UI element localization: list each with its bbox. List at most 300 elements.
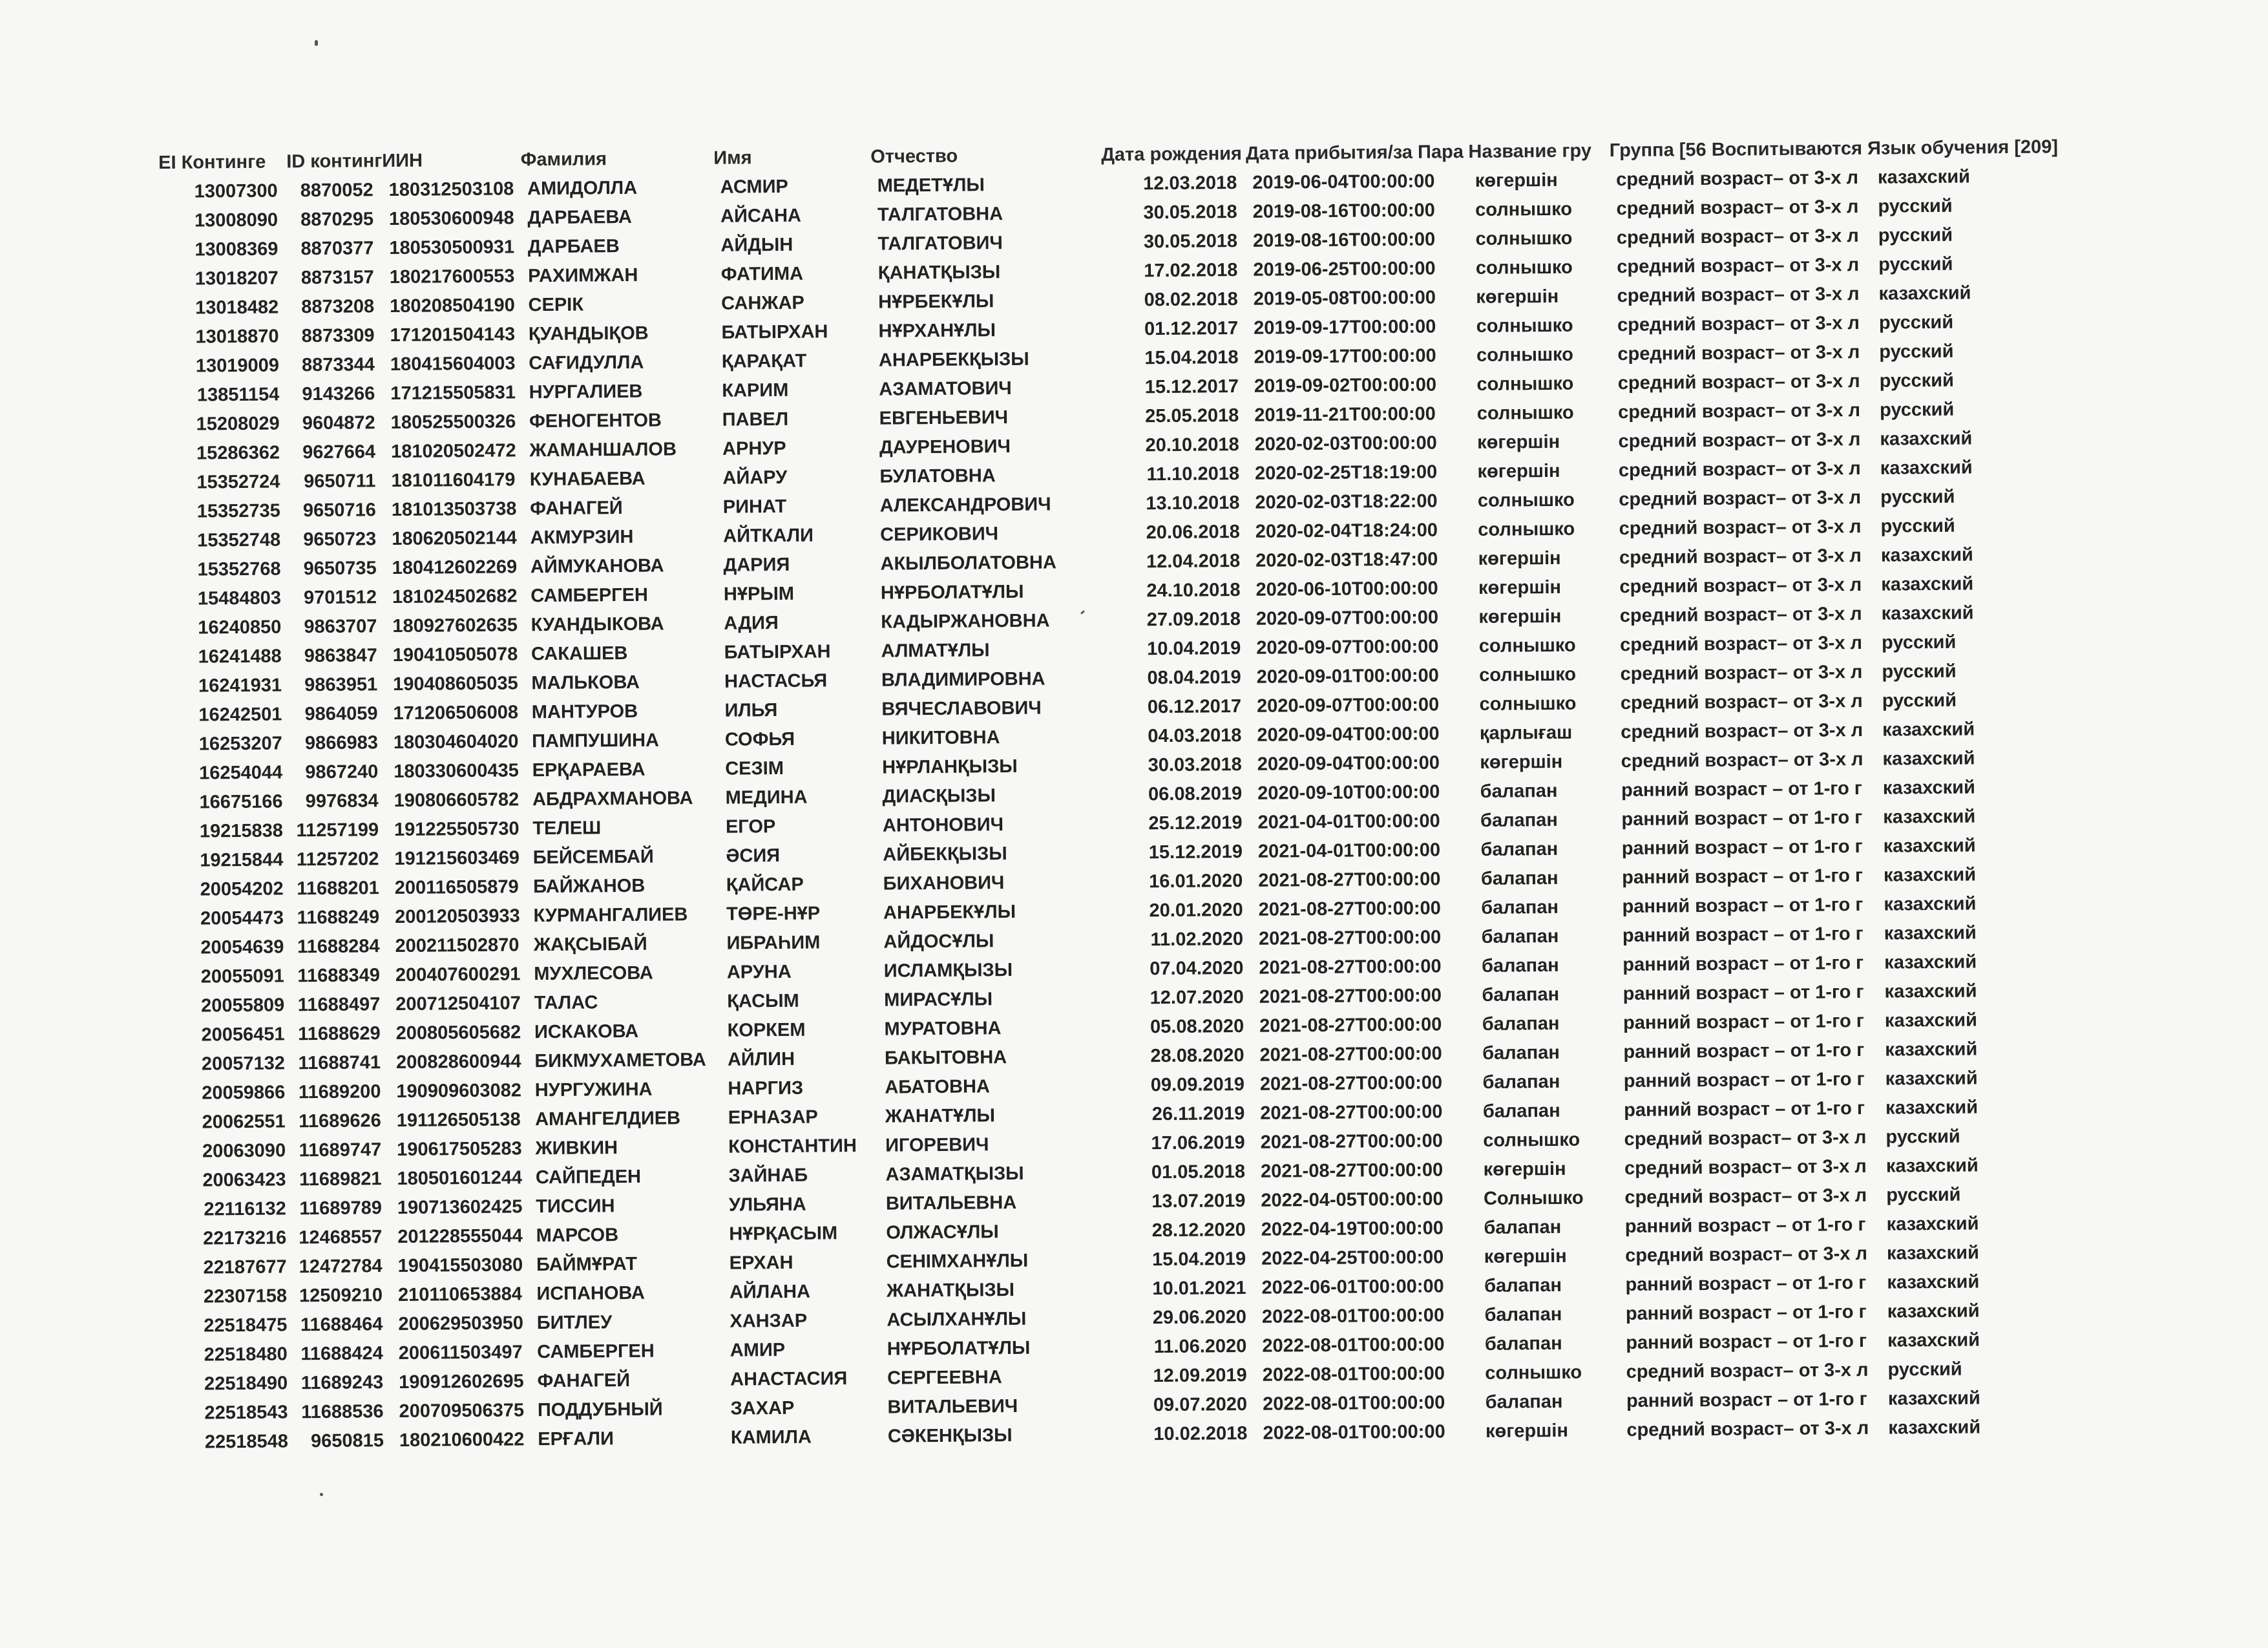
cell-iin: 191215603469 — [394, 847, 520, 869]
cell-surname: ФЕНОГЕНТОВ — [529, 410, 662, 432]
cell-contingent-id: 11689200 — [298, 1081, 381, 1103]
cell-iin: 171206506008 — [393, 702, 519, 724]
cell-iin: 180525500326 — [390, 411, 516, 434]
header-group — [1610, 132, 2059, 165]
header-contingent-ei: EI Континге — [158, 151, 266, 173]
cell-birth-date: 11.10.2018 — [1146, 463, 1240, 485]
cell-group: средний возраст– от 3-х л — [1619, 574, 1862, 598]
cell-surname: АЙМУКАНОВА — [530, 555, 664, 578]
cell-contingent-ei: 13007300 — [194, 180, 278, 202]
cell-arrival-date: 2019-09-17T00:00:00 — [1254, 316, 1436, 339]
cell-arrival-date: 2021-04-01T00:00:00 — [1257, 840, 1441, 862]
cell-name: ЕРНАЗАР — [728, 1106, 818, 1128]
cell-patronymic: АЛЕКСАНДРОВИЧ — [879, 494, 1051, 516]
cell-contingent-ei: 13008090 — [194, 209, 278, 231]
cell-language: казахский — [1882, 777, 1975, 799]
cell-birth-date: 09.09.2019 — [1150, 1073, 1245, 1096]
cell-contingent-id: 11688497 — [297, 994, 381, 1016]
cell-group: ранний возраст – от 1-го г — [1621, 807, 1863, 830]
cell-surname: ПАМПУШИНА — [532, 730, 660, 752]
cell-group-name: Солнышко — [1483, 1187, 1584, 1209]
cell-iin: 200116505879 — [394, 876, 519, 898]
cell-group-name: қарлығаш — [1479, 722, 1573, 744]
cell-patronymic: ВИТАЛЬЕВНА — [885, 1192, 1017, 1214]
cell-name: СЕЗІМ — [725, 757, 784, 779]
cell-arrival-date: 2022-06-01T00:00:00 — [1261, 1276, 1444, 1298]
cell-language: русский — [1878, 312, 1954, 333]
cell-contingent-id: 12472784 — [299, 1256, 383, 1278]
cell-contingent-id: 11689821 — [299, 1168, 382, 1190]
cell-contingent-ei: 20063090 — [202, 1140, 286, 1162]
cell-arrival-date: 2021-08-27T00:00:00 — [1258, 869, 1441, 891]
cell-arrival-date: 2021-08-27T00:00:00 — [1259, 985, 1442, 1008]
cell-name: АЙТКАЛИ — [723, 525, 814, 547]
cell-surname: САМБЕРГЕН — [530, 584, 649, 607]
cell-surname: КУАНДЫКОВА — [530, 613, 664, 636]
cell-language: казахский — [1884, 1009, 1977, 1031]
cell-iin: 180412602269 — [392, 556, 518, 578]
cell-contingent-id: 11689243 — [300, 1372, 384, 1394]
cell-name: АЙЛИН — [727, 1048, 795, 1070]
cell-iin: 200805605682 — [395, 1022, 521, 1044]
cell-contingent-id: 11688284 — [297, 936, 380, 958]
cell-group: средний возраст– от 3-х л — [1616, 167, 1859, 191]
cell-birth-date: 11.06.2020 — [1153, 1335, 1247, 1358]
cell-language: казахский — [1885, 1155, 1979, 1177]
cell-name: НҰРҚАСЫМ — [729, 1223, 838, 1245]
cell-name: ДАРИЯ — [723, 554, 790, 576]
cell-group: средний возраст– от 3-х л — [1616, 225, 1859, 249]
cell-arrival-date: 2022-08-01T00:00:00 — [1262, 1334, 1445, 1357]
cell-contingent-id: 9650716 — [302, 500, 377, 522]
cell-birth-date: 20.10.2018 — [1145, 434, 1239, 456]
cell-birth-date: 12.09.2019 — [1153, 1364, 1247, 1387]
cell-iin: 200120503933 — [395, 905, 520, 927]
cell-contingent-ei: 13019009 — [195, 355, 280, 377]
cell-patronymic: НҰРБЕКҰЛЫ — [878, 291, 994, 313]
cell-name: КОРКЕМ — [727, 1019, 806, 1041]
cell-arrival-date: 2020-09-07T00:00:00 — [1256, 636, 1439, 659]
cell-patronymic: ИСЛАМҚЫЗЫ — [883, 959, 1013, 982]
cell-patronymic: НҰРБОЛАТҰЛЫ — [880, 581, 1024, 604]
cell-contingent-id: 9863847 — [304, 645, 377, 667]
cell-arrival-date: 2020-09-04T00:00:00 — [1257, 752, 1440, 775]
cell-group-name: солнышко — [1475, 198, 1573, 220]
cell-birth-date: 01.12.2017 — [1144, 318, 1239, 340]
cell-group-name: балапан — [1482, 1013, 1560, 1035]
cell-iin: 180217600553 — [389, 266, 515, 288]
cell-group-name: көгершін — [1476, 286, 1559, 308]
cell-iin: 210110653884 — [397, 1284, 523, 1305]
cell-name: ЕРХАН — [729, 1252, 793, 1274]
cell-language: казахский — [1880, 544, 1973, 566]
cell-group-name: балапан — [1484, 1274, 1562, 1296]
cell-contingent-id: 11688536 — [300, 1401, 384, 1423]
cell-group-name: көгершін — [1478, 606, 1562, 628]
cell-patronymic: СЕРГЕЕВНА — [887, 1367, 1002, 1389]
cell-group: средний возраст– от 3-х л — [1621, 719, 1864, 743]
cell-contingent-ei: 22116132 — [204, 1198, 287, 1220]
cell-name: ИЛЬЯ — [724, 700, 778, 721]
header-arrival-date — [1246, 138, 1469, 169]
cell-contingent-id: 9866983 — [304, 732, 379, 754]
cell-iin: 180210600422 — [399, 1429, 525, 1451]
cell-contingent-id: 8873344 — [301, 354, 375, 376]
cell-name: ТӨРЕ-НҰР — [726, 903, 821, 925]
cell-contingent-id: 8870377 — [300, 238, 374, 260]
cell-iin: 181024502682 — [392, 586, 518, 607]
cell-name: АМИР — [730, 1339, 786, 1361]
cell-group: средний возраст– от 3-х л — [1617, 254, 1860, 278]
cell-iin: 180501601244 — [397, 1167, 523, 1189]
cell-contingent-ei: 22173216 — [203, 1227, 287, 1249]
cell-patronymic: ҚАНАТҚЫЗЫ — [877, 262, 1001, 284]
cell-iin: 180530500931 — [389, 237, 515, 259]
cell-birth-date: 30.05.2018 — [1143, 202, 1237, 224]
cell-iin: 171201504143 — [390, 324, 516, 346]
cell-group-name: балапан — [1480, 838, 1559, 860]
cell-language: русский — [1887, 1358, 1962, 1380]
cell-patronymic: АНТОНОВИЧ — [882, 814, 1004, 836]
cell-group: ранний возраст – от 1-го г — [1623, 1068, 1865, 1092]
cell-group: ранний возраст – от 1-го г — [1626, 1330, 1867, 1354]
cell-surname: САМБЕРГЕН — [537, 1340, 655, 1363]
cell-language: казахский — [1884, 980, 1977, 1002]
cell-language: казахский — [1888, 1417, 1981, 1439]
cell-group-name: балапан — [1484, 1304, 1562, 1326]
cell-arrival-date: 2020-06-10T00:00:00 — [1255, 578, 1438, 600]
cell-patronymic: ТАЛГАТОВИЧ — [877, 233, 1003, 255]
cell-arrival-date: 2022-04-25T00:00:00 — [1261, 1247, 1444, 1269]
header-contingent-id: ID континг — [286, 151, 383, 173]
cell-language: казахский — [1881, 602, 1974, 624]
cell-arrival-date: 2021-08-27T00:00:00 — [1260, 1101, 1443, 1124]
cell-contingent-ei: 15352735 — [196, 500, 280, 522]
cell-group: средний возраст– от 3-х л — [1624, 1156, 1867, 1179]
cell-iin: 180304604020 — [393, 731, 519, 753]
cell-group-name: солнышко — [1479, 664, 1577, 686]
cell-iin: 180312503108 — [388, 178, 514, 201]
cell-arrival-date: 2019-05-08T00:00:00 — [1253, 287, 1436, 310]
cell-surname: ФАНАГЕЙ — [530, 497, 623, 520]
cell-birth-date: 26.11.2019 — [1151, 1103, 1245, 1125]
cell-language: казахский — [1887, 1329, 1980, 1351]
cell-language: русский — [1882, 690, 1957, 712]
cell-name: БАТЫРХАН — [724, 641, 831, 663]
cell-contingent-ei: 20054639 — [200, 936, 284, 958]
cell-arrival-date: 2019-08-16T00:00:00 — [1252, 200, 1435, 222]
cell-name: НАРГИЗ — [728, 1077, 804, 1099]
cell-language: русский — [1879, 341, 1954, 363]
cell-contingent-ei: 13018207 — [194, 268, 278, 290]
cell-surname: ТАЛАС — [534, 992, 598, 1014]
cell-contingent-ei: 13008369 — [194, 238, 278, 260]
cell-language: русский — [1878, 195, 1953, 217]
cell-surname: АКМУРЗИН — [530, 526, 634, 549]
cell-name: САНЖАР — [721, 292, 804, 314]
cell-group-name: солнышко — [1478, 518, 1575, 540]
cell-contingent-ei: 16253207 — [198, 733, 282, 755]
cell-birth-date: 07.04.2020 — [1150, 957, 1244, 980]
cell-contingent-ei: 20062551 — [202, 1111, 286, 1133]
cell-arrival-date: 2021-08-27T00:00:00 — [1259, 1043, 1442, 1066]
cell-group: средний возраст– от 3-х л — [1618, 428, 1861, 452]
cell-iin: 190806605782 — [394, 789, 520, 811]
cell-birth-date: 13.07.2019 — [1151, 1190, 1246, 1212]
cell-birth-date: 06.08.2019 — [1148, 783, 1243, 805]
cell-group-name: солнышко — [1485, 1362, 1582, 1384]
cell-patronymic: АНАРБЕКҚЫЗЫ — [878, 348, 1029, 371]
cell-language: казахский — [1884, 951, 1977, 973]
cell-arrival-date: 2022-08-01T00:00:00 — [1261, 1305, 1445, 1327]
cell-contingent-ei: 20063423 — [202, 1169, 286, 1191]
cell-arrival-date: 2020-02-03T00:00:00 — [1254, 432, 1437, 455]
cell-patronymic: СЕНІМХАНҰЛЫ — [886, 1250, 1029, 1273]
cell-surname: ЖАҚСЫБАЙ — [533, 933, 647, 956]
cell-contingent-ei: 22518480 — [204, 1344, 288, 1366]
cell-iin: 200211502870 — [395, 935, 520, 956]
cell-contingent-id: 11688464 — [300, 1314, 383, 1336]
cell-language: русский — [1885, 1126, 1960, 1148]
cell-birth-date: 11.02.2020 — [1150, 928, 1244, 951]
cell-language: казахский — [1880, 457, 1973, 479]
cell-language: казахский — [1877, 166, 1971, 188]
cell-group-name: солнышко — [1476, 402, 1574, 424]
cell-patronymic: МИРАСҰЛЫ — [884, 989, 993, 1011]
header-para: Пара — [1417, 142, 1464, 163]
cell-arrival-date: 2021-08-27T00:00:00 — [1259, 956, 1442, 978]
cell-contingent-ei: 22307158 — [203, 1285, 288, 1307]
cell-surname: ЖАМАНШАЛОВ — [529, 439, 677, 461]
cell-arrival-date: 2022-08-01T00:00:00 — [1263, 1421, 1445, 1444]
cell-group-name: балапан — [1484, 1333, 1562, 1355]
cell-group-name: көгершін — [1484, 1245, 1567, 1267]
cell-arrival-date: 2019-09-02T00:00:00 — [1254, 374, 1437, 397]
cell-patronymic: АКЫЛБОЛАТОВНА — [880, 552, 1057, 575]
cell-group: средний возраст– от 3-х л — [1617, 312, 1860, 336]
cell-surname: ТЕЛЕШ — [532, 818, 602, 840]
cell-contingent-id: 8873208 — [301, 296, 375, 318]
cell-arrival-date: 2019-08-16T00:00:00 — [1252, 229, 1436, 251]
cell-contingent-ei: 13851154 — [196, 384, 280, 406]
cell-surname: ДАРБАЕВ — [527, 236, 620, 258]
cell-patronymic: АЙБЕКҚЫЗЫ — [883, 843, 1007, 865]
cell-arrival-date: 2021-08-27T00:00:00 — [1260, 1130, 1444, 1153]
cell-iin: 200709506375 — [399, 1400, 525, 1422]
cell-birth-date: 17.06.2019 — [1151, 1132, 1245, 1154]
cell-contingent-id: 9976834 — [305, 790, 379, 812]
cell-iin: 200611503497 — [398, 1342, 523, 1364]
cell-arrival-date: 2020-09-07T00:00:00 — [1255, 607, 1439, 629]
cell-surname: АМАНГЕЛДИЕВ — [535, 1108, 681, 1130]
cell-iin: 190415503080 — [397, 1254, 523, 1276]
cell-name: ЕГОР — [725, 816, 776, 838]
cell-name: АДИЯ — [724, 612, 779, 634]
scanned-sheet — [158, 132, 2070, 1519]
cell-contingent-ei: 22518475 — [204, 1315, 288, 1336]
cell-language: казахский — [1882, 748, 1975, 770]
cell-arrival-date: 2021-08-27T00:00:00 — [1260, 1159, 1444, 1182]
cell-surname: КУНАБАЕВА — [529, 468, 646, 491]
cell-language: русский — [1880, 486, 1955, 508]
cell-arrival-date: 2020-02-04T18:24:00 — [1255, 520, 1438, 542]
cell-contingent-ei: 22518490 — [204, 1373, 288, 1395]
cell-birth-date: 24.10.2018 — [1146, 579, 1241, 602]
cell-surname: ДАРБАЕВА — [527, 206, 632, 229]
cell-contingent-id: 11689789 — [299, 1198, 383, 1220]
cell-contingent-ei: 20059866 — [202, 1082, 286, 1104]
cell-surname: ҚУАНДЫҚОВ — [528, 322, 649, 345]
cell-contingent-ei: 16242501 — [198, 704, 282, 726]
cell-patronymic: ИГОРЕВИЧ — [885, 1134, 989, 1156]
cell-contingent-id: 9650815 — [310, 1430, 384, 1452]
cell-patronymic: СЕРИКОВИЧ — [880, 523, 999, 545]
cell-language: русский — [1880, 515, 1955, 537]
cell-iin: 181020502472 — [390, 440, 516, 462]
header-name: Имя — [713, 147, 752, 169]
cell-patronymic: НҰРЛАНҚЫЗЫ — [882, 755, 1018, 778]
cell-iin: 190912602695 — [399, 1371, 524, 1393]
cell-group: ранний возраст – от 1-го г — [1621, 836, 1863, 860]
cell-group-name: көгершін — [1483, 1158, 1566, 1180]
cell-group-name: солнышко — [1475, 257, 1573, 279]
cell-surname: ЖИВКИН — [535, 1137, 618, 1159]
cell-group: средний возраст– от 3-х л — [1618, 458, 1861, 481]
cell-group: средний возраст– от 3-х л — [1620, 661, 1863, 685]
cell-group: средний возраст– от 3-х л — [1626, 1359, 1869, 1383]
cell-contingent-ei: 20054202 — [200, 878, 284, 900]
cell-contingent-ei: 19215844 — [200, 849, 284, 871]
cell-surname: НУРГУЖИНА — [534, 1079, 653, 1101]
cell-language: казахский — [1886, 1213, 1979, 1235]
cell-group: средний возраст– от 3-х л — [1617, 283, 1860, 307]
cell-language: казахский — [1883, 806, 1976, 828]
cell-arrival-date: 2020-02-03T18:22:00 — [1255, 491, 1438, 513]
cell-birth-date: 08.02.2018 — [1144, 289, 1238, 311]
cell-group: ранний возраст – от 1-го г — [1622, 923, 1864, 947]
cell-birth-date: 05.08.2020 — [1150, 1015, 1244, 1038]
cell-group: средний возраст– от 3-х л — [1617, 370, 1860, 394]
cell-language: казахский — [1885, 1068, 1978, 1090]
cell-group-name: балапан — [1480, 867, 1559, 889]
cell-contingent-ei: 20057132 — [201, 1053, 286, 1075]
cell-name: ЗАХАР — [730, 1397, 795, 1419]
cell-surname: БИКМУХАМЕТОВА — [534, 1049, 706, 1072]
cell-name: БАТЫРХАН — [721, 321, 828, 343]
cell-group: средний возраст– от 3-х л — [1618, 399, 1861, 423]
cell-group: средний возраст– от 3-х л — [1626, 1417, 1869, 1441]
header-surname: Фамилия — [520, 149, 607, 171]
cell-patronymic: ТАЛГАТОВНА — [877, 204, 1003, 226]
cell-contingent-ei: 22518548 — [204, 1431, 289, 1453]
cell-language: казахский — [1885, 1039, 1978, 1061]
cell-patronymic: АБАТОВНА — [885, 1076, 991, 1098]
cell-contingent-id: 11689626 — [299, 1110, 381, 1132]
cell-contingent-ei: 16254044 — [199, 762, 283, 784]
cell-language: русский — [1886, 1184, 1961, 1206]
cell-iin: 190410505078 — [392, 644, 518, 666]
cell-iin: 200629503950 — [398, 1313, 524, 1335]
cell-patronymic: ВИТАЛЬЕВИЧ — [887, 1395, 1018, 1418]
cell-name: ҚАРАҚАТ — [721, 350, 807, 372]
cell-patronymic: ОЛЖАСҰЛЫ — [886, 1221, 999, 1243]
cell-name: АЙАРУ — [722, 467, 788, 489]
cell-contingent-id: 12509210 — [299, 1285, 383, 1307]
cell-contingent-ei: 20054473 — [200, 907, 284, 929]
cell-contingent-ei: 19215838 — [199, 820, 284, 842]
cell-iin: 180208504190 — [390, 295, 515, 317]
cell-group-name: балапан — [1481, 896, 1559, 918]
cell-birth-date: 30.05.2018 — [1143, 231, 1238, 253]
cell-language: казахский — [1884, 922, 1977, 944]
cell-birth-date: 27.09.2018 — [1146, 608, 1241, 631]
cell-group-name: балапан — [1480, 809, 1559, 831]
cell-contingent-ei: 22187677 — [203, 1256, 287, 1278]
cell-name: ПАВЕЛ — [722, 408, 789, 430]
cell-patronymic: ЖАНАТҰЛЫ — [885, 1105, 996, 1127]
cell-group-name: балапан — [1482, 1100, 1560, 1122]
cell-patronymic: МЕДЕТҰЛЫ — [877, 174, 985, 196]
header-raised: Воспитываются — [1711, 138, 1863, 160]
cell-name: АРНУР — [722, 438, 786, 460]
cell-language: казахский — [1887, 1388, 1980, 1410]
cell-name: ҚАСЫМ — [727, 990, 799, 1012]
cell-name: УЛЬЯНА — [728, 1194, 806, 1216]
cell-group-name: көгершін — [1475, 169, 1558, 191]
cell-contingent-ei: 15352724 — [196, 471, 280, 493]
header-language: Язык обучения [209] — [1867, 136, 2059, 159]
cell-arrival-date: 2021-08-27T00:00:00 — [1259, 1072, 1443, 1095]
cell-surname: АМИДОЛЛА — [527, 177, 638, 200]
header-patronymic: Отчество — [870, 145, 958, 167]
cell-birth-date: 30.03.2018 — [1148, 754, 1242, 776]
cell-name: ХАНЗАР — [730, 1310, 808, 1332]
cell-iin: 191225505730 — [394, 818, 520, 840]
cell-group-name: солнышко — [1478, 635, 1576, 657]
cell-contingent-id: 11257202 — [296, 849, 379, 871]
cell-group-name: балапан — [1480, 780, 1558, 802]
cell-contingent-id: 9701512 — [303, 587, 377, 609]
cell-name: СОФЬЯ — [724, 728, 795, 750]
cell-birth-date: 06.12.2017 — [1147, 695, 1242, 718]
cell-group: средний возраст– от 3-х л — [1620, 632, 1863, 656]
cell-arrival-date: 2020-09-04T00:00:00 — [1257, 723, 1440, 746]
cell-language: казахский — [1887, 1271, 1980, 1293]
cell-contingent-ei: 20055809 — [201, 995, 285, 1017]
cell-surname: МАЛЬКОВА — [531, 671, 640, 694]
cell-birth-date: 04.03.2018 — [1148, 724, 1242, 747]
cell-iin: 200712504107 — [395, 993, 521, 1015]
cell-contingent-ei: 20056451 — [201, 1024, 285, 1046]
cell-contingent-id: 8873309 — [301, 325, 375, 347]
cell-birth-date: 17.02.2018 — [1144, 260, 1238, 282]
cell-birth-date: 10.02.2018 — [1153, 1422, 1248, 1445]
cell-arrival-date: 2019-06-25T00:00:00 — [1253, 258, 1436, 280]
cell-contingent-id: 8873157 — [300, 267, 374, 289]
cell-group: ранний возраст – от 1-го г — [1622, 981, 1864, 1005]
cell-group: средний возраст– от 3-х л — [1619, 487, 1862, 511]
cell-patronymic: БУЛАТОВНА — [879, 465, 996, 487]
cell-language: казахский — [1880, 428, 1973, 450]
cell-patronymic: СӘКЕНҚЫЗЫ — [887, 1424, 1013, 1447]
cell-name: ИБРАҺИМ — [726, 932, 821, 954]
cell-birth-date: 15.12.2019 — [1148, 841, 1243, 863]
cell-iin: 180530600948 — [388, 207, 514, 230]
cell-patronymic: АЙДОСҰЛЫ — [883, 931, 994, 953]
cell-patronymic: АЗАМАТОВИЧ — [879, 377, 1012, 400]
cell-group-name: балапан — [1485, 1391, 1563, 1413]
cell-iin: 180620502144 — [392, 527, 517, 549]
